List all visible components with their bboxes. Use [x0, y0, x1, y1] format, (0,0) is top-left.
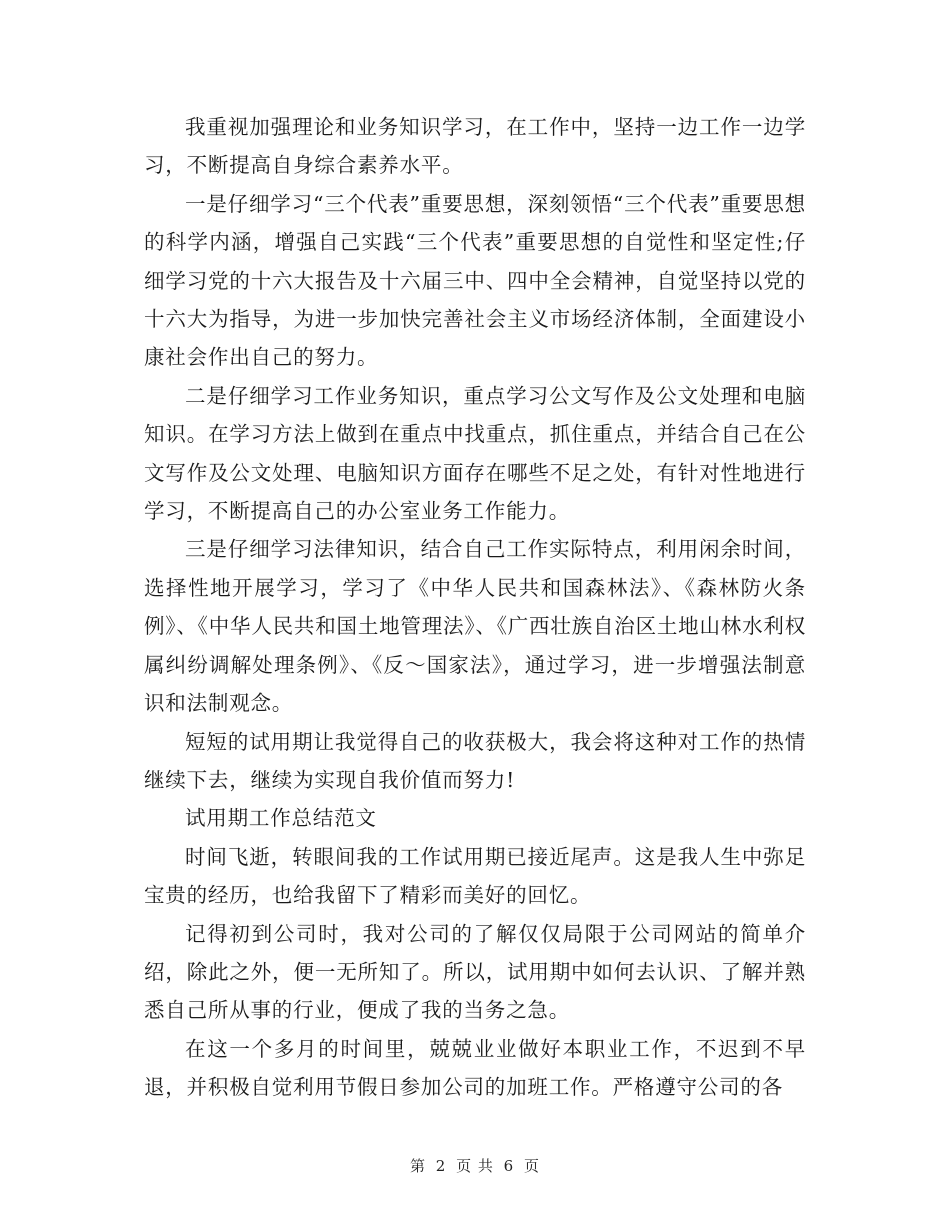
- section-heading: 试用期工作总结范文: [185, 806, 377, 831]
- paragraph-7: 记得初到公司时，我对公司的了解仅仅局限于公司网站的简单介绍，除此之外，便一无所知了。所以，试用期中如何去认识、了解并熟悉自己所从事的行业，便成了我的当务之急。: [144, 921, 806, 1023]
- footer-current-page: 2: [435, 1157, 447, 1175]
- paragraph-2: 一是仔细学习“三个代表”重要思想，深刻领悟“三个代表”重要思想的科学内涵，增强自己实践“三个代表”重要思想的自觉性和坚定性;仔细学习党的十六大报告及十六届三中、四中全会精神，自觉坚持以党的十六大为指导，为进一步加快完善社会主义市场经济体制，全面建设小康社会作出自己的努力。: [144, 191, 806, 370]
- footer-total-pages: 6: [503, 1157, 515, 1175]
- footer-prefix: 第: [409, 1157, 426, 1175]
- page-footer: [0, 1155, 950, 1176]
- paragraph-6: 时间飞逝，转眼间我的工作试用期已接近尾声。这是我人生中弥足宝贵的经历，也给我留下了精彩而美好的回忆。: [144, 844, 806, 908]
- paragraph-3: 二是仔细学习工作业务知识，重点学习公文写作及公文处理和电脑知识。在学习方法上做到在重点中找重点，抓住重点，并结合自己在公文写作及公文处理、电脑知识方面存在哪些不足之处，有针对性地进行学习，不断提高自己的办公室业务工作能力。: [144, 383, 806, 524]
- paragraph-1: 我重视加强理论和业务知识学习，在工作中，坚持一边工作一边学习，不断提高自身综合素养水平。: [144, 115, 806, 178]
- footer-middle: 页 共: [456, 1157, 494, 1175]
- document-body: [144, 108, 806, 1107]
- paragraph-4: 三是仔细学习法律知识，结合自己工作实际特点，利用闲余时间，选择性地开展学习，学习了《中华人民共和国森林法》、《森林防火条例》、《中华人民共和国土地管理法》、《广西壮族自治区土地山林水利权属纠纷调解处理条例》、《反～国家法》，通过学习，进一步增强法制意识和法制观念。: [144, 537, 806, 716]
- footer-suffix: 页: [524, 1157, 541, 1175]
- paragraph-5: 短短的试用期让我觉得自己的收获极大，我会将这种对工作的热情继续下去，继续为实现自我价值而努力!: [144, 729, 806, 792]
- paragraph-8: 在这一个多月的时间里，兢兢业业做好本职业工作，不迟到不早退，并积极自觉利用节假日参加公司的加班工作。严格遵守公司的各: [144, 1036, 806, 1100]
